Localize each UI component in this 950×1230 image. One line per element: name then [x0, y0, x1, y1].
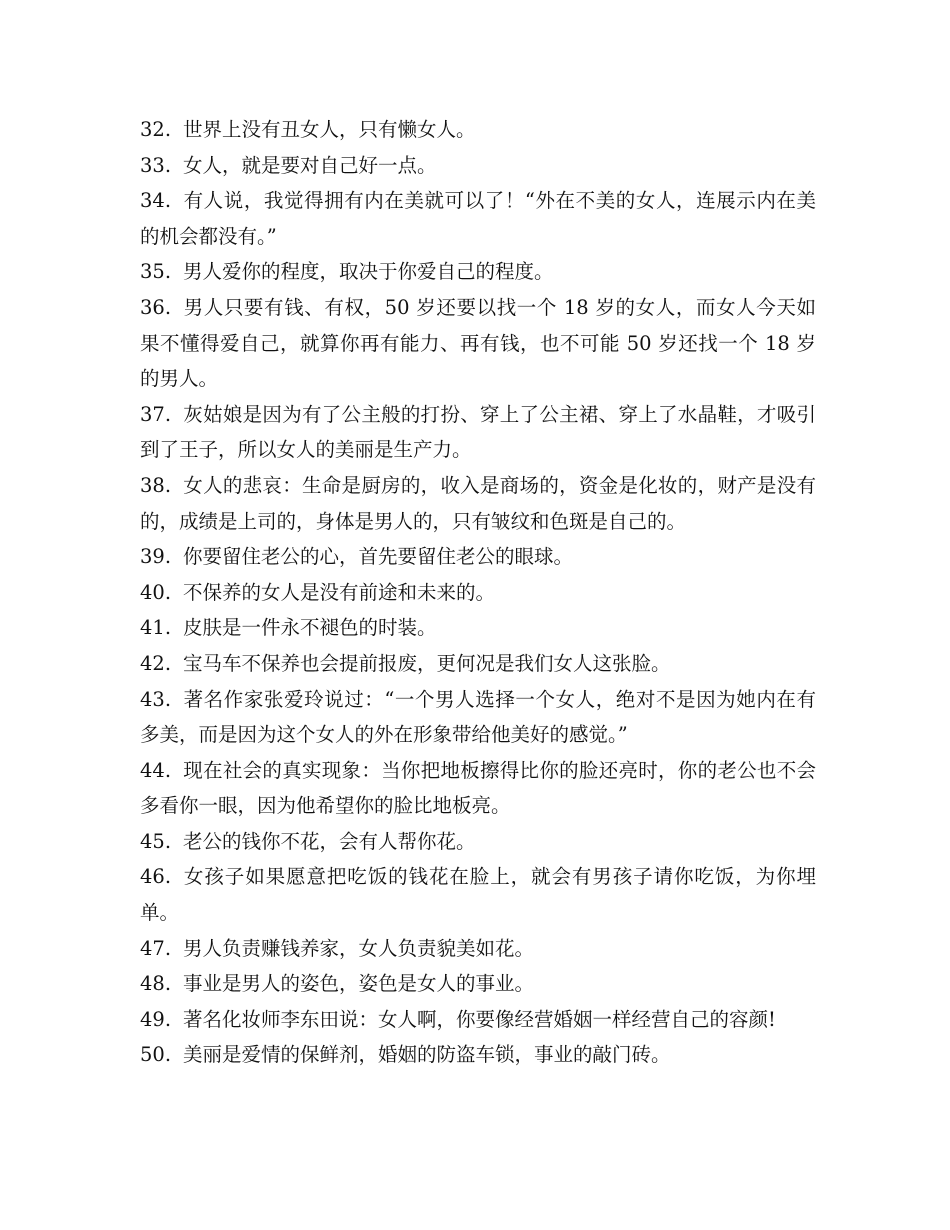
item-number: 37. — [140, 402, 172, 426]
list-item — [140, 682, 816, 753]
item-number: 40. — [140, 580, 172, 604]
list-item — [140, 859, 816, 930]
item-text: 皮肤是一件永不褪色的时装。 — [183, 616, 437, 640]
item-number: 45. — [140, 829, 172, 853]
list-item — [140, 610, 816, 646]
item-text: 事业是男人的姿色，姿色是女人的事业。 — [183, 972, 535, 996]
item-number: 46. — [140, 865, 172, 889]
item-number: 33. — [140, 153, 172, 177]
list-item — [140, 397, 816, 468]
list-item — [140, 1037, 816, 1073]
list-item — [140, 290, 816, 397]
item-text: 著名化妆师李东田说：女人啊，你要像经营婚姻一样经营自己的容颜! — [183, 1007, 776, 1031]
list-item — [140, 468, 816, 539]
item-number: 39. — [140, 545, 172, 569]
item-number: 36. — [140, 295, 172, 319]
list-item — [140, 148, 816, 184]
item-number: 48. — [140, 972, 172, 996]
item-text: 不保养的女人是没有前途和未来的。 — [183, 580, 496, 604]
item-number: 50. — [140, 1043, 172, 1067]
item-text: 世界上没有丑女人，只有懒女人。 — [183, 118, 476, 141]
item-text: 宝马车不保养也会提前报废，更何况是我们女人这张脸。 — [183, 651, 671, 675]
list-item — [140, 183, 816, 254]
item-number: 32. — [140, 118, 172, 141]
list-item — [140, 254, 816, 290]
item-number: 47. — [140, 936, 172, 960]
list-item — [140, 824, 816, 860]
item-text: 男人爱你的程度，取决于你爱自己的程度。 — [183, 260, 554, 284]
item-text: 老公的钱你不花，会有人帮你花。 — [183, 829, 476, 853]
item-number: 35. — [140, 260, 172, 284]
item-number: 43. — [140, 687, 172, 711]
item-text: 女人，就是要对自己好一点。 — [183, 153, 437, 177]
item-number: 34. — [140, 189, 172, 213]
list-item — [140, 931, 816, 967]
list-item — [140, 539, 816, 575]
item-number: 41. — [140, 616, 172, 640]
list-item — [140, 966, 816, 1002]
item-number: 42. — [140, 651, 172, 675]
quote-list — [140, 112, 816, 1073]
list-item — [140, 1002, 816, 1038]
list-item — [140, 575, 816, 611]
item-text: 灰姑娘是因为有了公主般的打扮、穿上了公主裙、穿上了水晶鞋，才吸引到了王子，所以女人的美丽是生产力。 — [140, 402, 816, 462]
item-text: 女人的悲哀：生命是厨房的，收入是商场的，资金是化妆的，财产是没有的，成绩是上司的，身体是男人的，只有皱纹和色斑是自己的。 — [140, 473, 816, 533]
item-text: 现在社会的真实现象：当你把地板擦得比你的脸还亮时，你的老公也不会多看你一眼，因为他希望你的脸比地板亮。 — [140, 758, 816, 818]
list-item — [140, 646, 816, 682]
item-text: 男人负责赚钱养家，女人负责貌美如花。 — [183, 936, 535, 960]
list-item — [140, 112, 816, 148]
item-number: 49. — [140, 1007, 172, 1031]
item-text: 美丽是爱情的保鲜剂，婚姻的防盗车锁，事业的敲门砖。 — [183, 1043, 671, 1067]
item-number: 44. — [140, 758, 172, 782]
item-number: 38. — [140, 473, 172, 497]
item-text: 著名作家张爱玲说过：“一个男人选择一个女人，绝对不是因为她内在有多美，而是因为这个女人的外在形象带给他美好的感觉。” — [140, 687, 816, 747]
list-item — [140, 753, 816, 824]
item-text: 你要留住老公的心，首先要留住老公的眼球。 — [183, 545, 574, 569]
item-text: 男人只要有钱、有权，50 岁还要以找一个 18 岁的女人，而女人今天如果不懂得爱自己，就算你再有能力、再有钱，也不可能 50 岁还找一个 18 岁的男人。 — [140, 295, 816, 391]
item-text: 有人说，我觉得拥有内在美就可以了！“外在不美的女人，连展示内在美的机会都没有。” — [140, 189, 816, 248]
item-text: 女孩子如果愿意把吃饭的钱花在脸上，就会有男孩子请你吃饭，为你埋单。 — [140, 865, 816, 925]
